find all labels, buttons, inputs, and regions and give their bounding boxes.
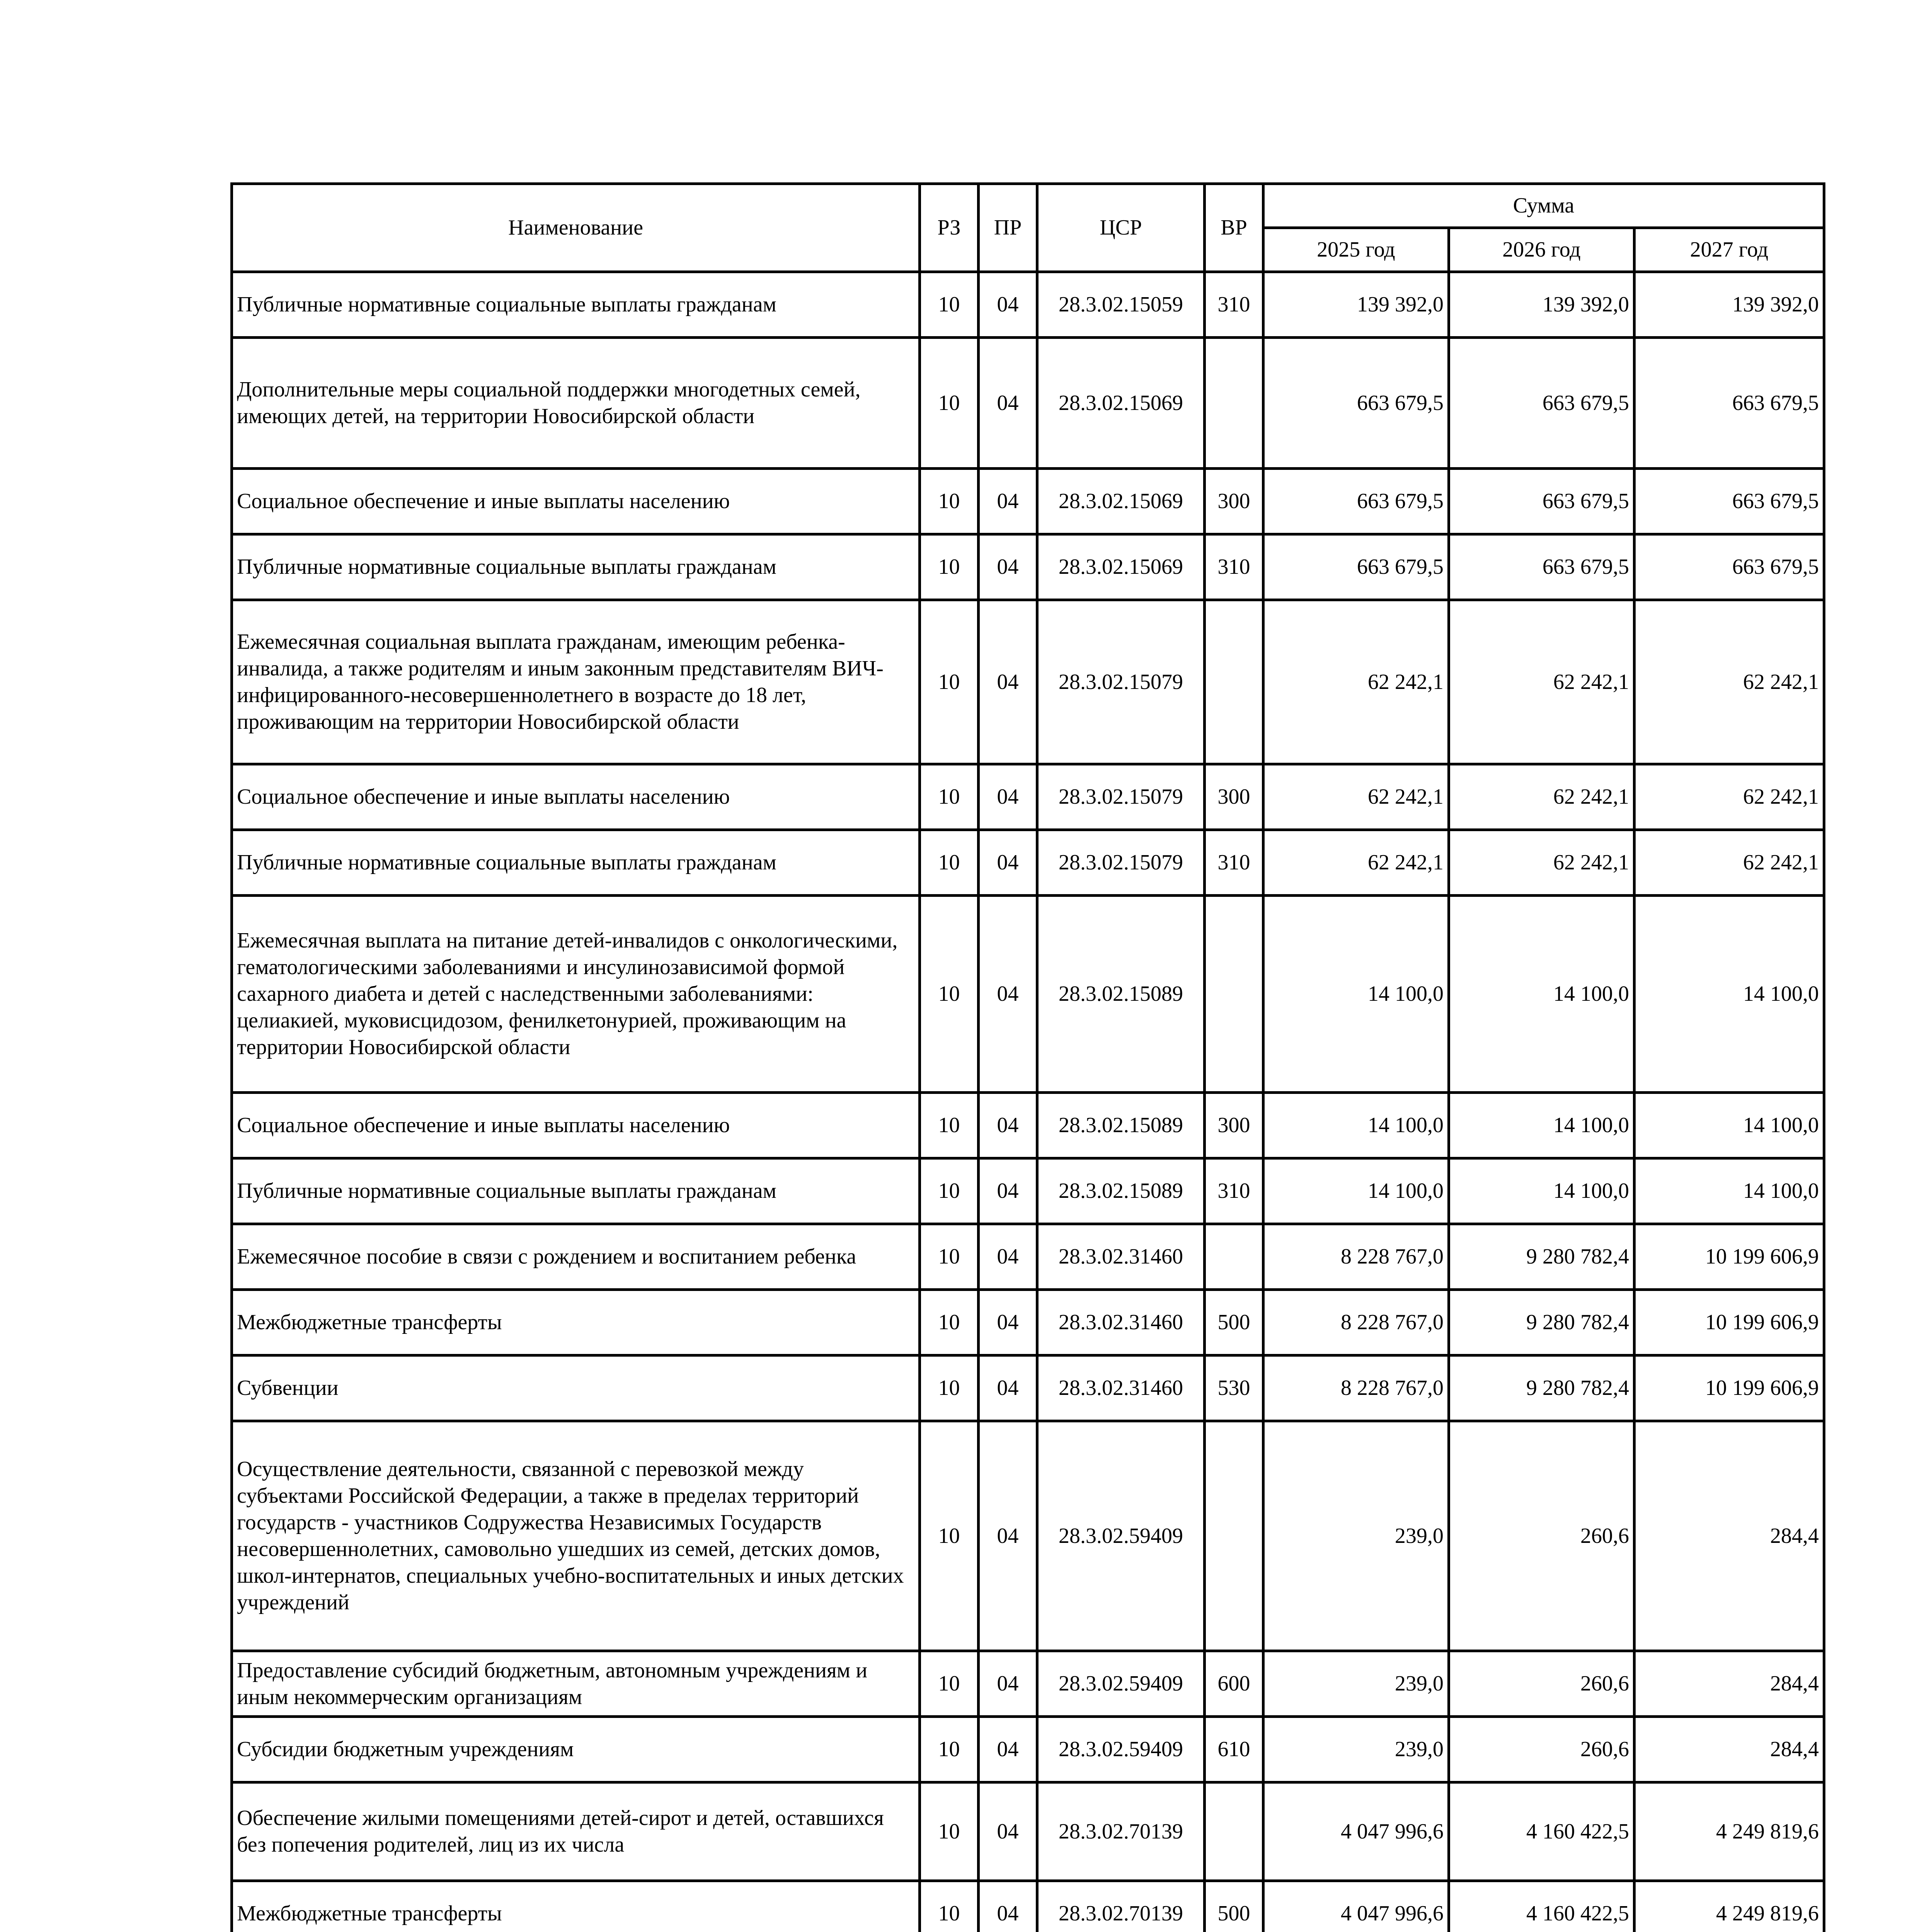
table-row	[232, 1093, 1824, 1158]
table-row	[232, 272, 1824, 338]
cell-rz: 10	[920, 1651, 979, 1717]
cell-sum-2027: 4 249 819,6	[1634, 1782, 1824, 1881]
cell-sum-2025: 239,0	[1263, 1421, 1449, 1651]
cell-pr: 04	[979, 1093, 1037, 1158]
cell-rz: 10	[920, 600, 979, 764]
cell-sum-2027: 62 242,1	[1634, 830, 1824, 896]
cell-vr: 610	[1205, 1717, 1263, 1782]
header-year-2025: 2025 год	[1263, 228, 1449, 272]
cell-csr: 28.3.02.70139	[1037, 1881, 1205, 1932]
cell-sum-2026: 663 679,5	[1449, 534, 1634, 600]
cell-vr: 600	[1205, 1651, 1263, 1717]
cell-csr: 28.3.02.15059	[1037, 272, 1205, 338]
table-row	[232, 830, 1824, 896]
cell-name: Межбюджетные трансферты	[232, 1290, 920, 1355]
header-rz: РЗ	[920, 184, 979, 272]
table-row	[232, 1224, 1824, 1290]
header-name: Наименование	[232, 184, 920, 272]
cell-sum-2025: 239,0	[1263, 1651, 1449, 1717]
table-row	[232, 534, 1824, 600]
cell-rz: 10	[920, 1782, 979, 1881]
cell-name: Социальное обеспечение и иные выплаты населению	[232, 1093, 920, 1158]
cell-sum-2027: 663 679,5	[1634, 469, 1824, 534]
cell-pr: 04	[979, 1290, 1037, 1355]
header-year-2027: 2027 год	[1634, 228, 1824, 272]
cell-rz: 10	[920, 764, 979, 830]
cell-name: Обеспечение жилыми помещениями детей-сирот и детей, оставшихся без попечения родителей, лиц из их числа	[232, 1782, 920, 1881]
cell-csr: 28.3.02.15089	[1037, 1158, 1205, 1224]
table-row	[232, 764, 1824, 830]
cell-pr: 04	[979, 1717, 1037, 1782]
header-sum: Сумма	[1263, 184, 1824, 228]
cell-sum-2026: 62 242,1	[1449, 600, 1634, 764]
cell-pr: 04	[979, 830, 1037, 896]
cell-pr: 04	[979, 1881, 1037, 1932]
cell-pr: 04	[979, 338, 1037, 469]
cell-rz: 10	[920, 1290, 979, 1355]
table-row	[232, 338, 1824, 469]
cell-name: Публичные нормативные социальные выплаты гражданам	[232, 534, 920, 600]
cell-pr: 04	[979, 272, 1037, 338]
cell-sum-2025: 62 242,1	[1263, 830, 1449, 896]
header-csr: ЦСР	[1037, 184, 1205, 272]
cell-rz: 10	[920, 896, 979, 1093]
cell-csr: 28.3.02.70139	[1037, 1782, 1205, 1881]
cell-name: Социальное обеспечение и иные выплаты населению	[232, 764, 920, 830]
cell-csr: 28.3.02.15069	[1037, 534, 1205, 600]
cell-vr: 310	[1205, 272, 1263, 338]
cell-vr: 500	[1205, 1290, 1263, 1355]
cell-csr: 28.3.02.15089	[1037, 1093, 1205, 1158]
cell-sum-2025: 4 047 996,6	[1263, 1782, 1449, 1881]
cell-rz: 10	[920, 1355, 979, 1421]
cell-sum-2025: 14 100,0	[1263, 1158, 1449, 1224]
cell-rz: 10	[920, 1158, 979, 1224]
table-row	[232, 1881, 1824, 1932]
cell-sum-2027: 10 199 606,9	[1634, 1355, 1824, 1421]
cell-sum-2026: 4 160 422,5	[1449, 1782, 1634, 1881]
cell-name: Публичные нормативные социальные выплаты гражданам	[232, 830, 920, 896]
cell-rz: 10	[920, 1717, 979, 1782]
cell-sum-2027: 62 242,1	[1634, 764, 1824, 830]
cell-vr: 300	[1205, 764, 1263, 830]
table-row	[232, 1782, 1824, 1881]
cell-sum-2025: 239,0	[1263, 1717, 1449, 1782]
cell-name: Ежемесячная социальная выплата гражданам, имеющим ребенка-инвалида, а также родителям и иным законным представителям ВИЧ-инфицированного-несовершеннолетнего в возрасте до 18 лет, проживающим на территории Новосибирской области	[232, 600, 920, 764]
cell-sum-2025: 14 100,0	[1263, 1093, 1449, 1158]
cell-vr: 300	[1205, 469, 1263, 534]
cell-vr: 500	[1205, 1881, 1263, 1932]
cell-csr: 28.3.02.15069	[1037, 469, 1205, 534]
cell-rz: 10	[920, 338, 979, 469]
cell-name: Публичные нормативные социальные выплаты гражданам	[232, 1158, 920, 1224]
cell-csr: 28.3.02.31460	[1037, 1224, 1205, 1290]
cell-sum-2027: 14 100,0	[1634, 1158, 1824, 1224]
cell-sum-2027: 284,4	[1634, 1651, 1824, 1717]
cell-rz: 10	[920, 1093, 979, 1158]
cell-sum-2026: 62 242,1	[1449, 830, 1634, 896]
cell-sum-2025: 663 679,5	[1263, 469, 1449, 534]
cell-sum-2026: 14 100,0	[1449, 1093, 1634, 1158]
cell-pr: 04	[979, 1782, 1037, 1881]
cell-sum-2027: 663 679,5	[1634, 338, 1824, 469]
cell-sum-2027: 10 199 606,9	[1634, 1290, 1824, 1355]
cell-sum-2026: 4 160 422,5	[1449, 1881, 1634, 1932]
cell-csr: 28.3.02.15079	[1037, 600, 1205, 764]
cell-sum-2025: 8 228 767,0	[1263, 1290, 1449, 1355]
cell-sum-2027: 663 679,5	[1634, 534, 1824, 600]
cell-pr: 04	[979, 764, 1037, 830]
budget-table	[230, 182, 1825, 1932]
table-row	[232, 469, 1824, 534]
cell-rz: 10	[920, 469, 979, 534]
cell-sum-2025: 4 047 996,6	[1263, 1881, 1449, 1932]
cell-sum-2025: 14 100,0	[1263, 896, 1449, 1093]
cell-sum-2026: 9 280 782,4	[1449, 1355, 1634, 1421]
header-year-2026: 2026 год	[1449, 228, 1634, 272]
cell-sum-2026: 663 679,5	[1449, 469, 1634, 534]
cell-sum-2027: 4 249 819,6	[1634, 1881, 1824, 1932]
cell-pr: 04	[979, 896, 1037, 1093]
cell-pr: 04	[979, 1651, 1037, 1717]
cell-name: Осуществление деятельности, связанной с перевозкой между субъектами Российской Федерации, а также в пределах территорий государств - участников Содружества Независимых Государств несовершеннолетних, самовольно ушедших из семей, детских домов, школ-интернатов, специальных учебно-воспитательных и иных детских учреждений	[232, 1421, 920, 1651]
cell-sum-2027: 62 242,1	[1634, 600, 1824, 764]
table-row	[232, 1290, 1824, 1355]
cell-pr: 04	[979, 469, 1037, 534]
cell-sum-2026: 260,6	[1449, 1717, 1634, 1782]
cell-vr: 310	[1205, 1158, 1263, 1224]
cell-sum-2027: 14 100,0	[1634, 1093, 1824, 1158]
cell-vr	[1205, 1782, 1263, 1881]
cell-sum-2026: 62 242,1	[1449, 764, 1634, 830]
cell-pr: 04	[979, 600, 1037, 764]
cell-sum-2027: 284,4	[1634, 1717, 1824, 1782]
cell-sum-2026: 663 679,5	[1449, 338, 1634, 469]
header-vr: ВР	[1205, 184, 1263, 272]
cell-rz: 10	[920, 830, 979, 896]
cell-sum-2026: 14 100,0	[1449, 896, 1634, 1093]
cell-pr: 04	[979, 1355, 1037, 1421]
cell-csr: 28.3.02.15089	[1037, 896, 1205, 1093]
cell-vr: 310	[1205, 534, 1263, 600]
cell-vr: 300	[1205, 1093, 1263, 1158]
table-header	[232, 184, 1824, 272]
cell-rz: 10	[920, 1421, 979, 1651]
cell-name: Субсидии бюджетным учреждениям	[232, 1717, 920, 1782]
table-row	[232, 600, 1824, 764]
cell-name: Ежемесячная выплата на питание детей-инвалидов с онкологическими, гематологическими заболеваниями и инсулинозависимой формой сахарного диабета и детей с наследственными заболеваниями: целиакией, муковисцидозом, фенилкетонурией, проживающим на территории Новосибирской области	[232, 896, 920, 1093]
cell-csr: 28.3.02.59409	[1037, 1651, 1205, 1717]
cell-sum-2025: 139 392,0	[1263, 272, 1449, 338]
cell-name: Ежемесячное пособие в связи с рождением и воспитанием ребенка	[232, 1224, 920, 1290]
table-row	[232, 1355, 1824, 1421]
cell-csr: 28.3.02.59409	[1037, 1421, 1205, 1651]
cell-vr: 310	[1205, 830, 1263, 896]
cell-name: Межбюджетные трансферты	[232, 1881, 920, 1932]
cell-csr: 28.3.02.15079	[1037, 764, 1205, 830]
cell-sum-2025: 62 242,1	[1263, 600, 1449, 764]
cell-vr	[1205, 896, 1263, 1093]
cell-pr: 04	[979, 1158, 1037, 1224]
cell-sum-2025: 8 228 767,0	[1263, 1355, 1449, 1421]
cell-sum-2026: 14 100,0	[1449, 1158, 1634, 1224]
cell-csr: 28.3.02.59409	[1037, 1717, 1205, 1782]
cell-name: Предоставление субсидий бюджетным, автономным учреждениям и иным некоммерческим организациям	[232, 1651, 920, 1717]
cell-vr	[1205, 1224, 1263, 1290]
table-row	[232, 896, 1824, 1093]
cell-rz: 10	[920, 272, 979, 338]
cell-csr: 28.3.02.31460	[1037, 1355, 1205, 1421]
header-row-top	[232, 184, 1824, 228]
cell-pr: 04	[979, 1224, 1037, 1290]
cell-pr: 04	[979, 534, 1037, 600]
cell-sum-2027: 14 100,0	[1634, 896, 1824, 1093]
cell-name: Публичные нормативные социальные выплаты гражданам	[232, 272, 920, 338]
cell-name: Субвенции	[232, 1355, 920, 1421]
cell-sum-2026: 260,6	[1449, 1421, 1634, 1651]
cell-vr	[1205, 1421, 1263, 1651]
cell-sum-2026: 9 280 782,4	[1449, 1224, 1634, 1290]
table-row	[232, 1717, 1824, 1782]
header-pr: ПР	[979, 184, 1037, 272]
cell-csr: 28.3.02.31460	[1037, 1290, 1205, 1355]
table-row	[232, 1158, 1824, 1224]
cell-sum-2026: 9 280 782,4	[1449, 1290, 1634, 1355]
cell-sum-2026: 139 392,0	[1449, 272, 1634, 338]
cell-sum-2027: 139 392,0	[1634, 272, 1824, 338]
cell-pr: 04	[979, 1421, 1037, 1651]
cell-sum-2025: 62 242,1	[1263, 764, 1449, 830]
cell-vr	[1205, 600, 1263, 764]
table-row	[232, 1421, 1824, 1651]
cell-csr: 28.3.02.15079	[1037, 830, 1205, 896]
cell-sum-2025: 663 679,5	[1263, 534, 1449, 600]
cell-rz: 10	[920, 1224, 979, 1290]
cell-name: Дополнительные меры социальной поддержки многодетных семей, имеющих детей, на территории Новосибирской области	[232, 338, 920, 469]
cell-sum-2025: 663 679,5	[1263, 338, 1449, 469]
cell-rz: 10	[920, 1881, 979, 1932]
table-body	[232, 272, 1824, 1932]
cell-vr: 530	[1205, 1355, 1263, 1421]
cell-vr	[1205, 338, 1263, 469]
table-row	[232, 1651, 1824, 1717]
cell-sum-2027: 284,4	[1634, 1421, 1824, 1651]
cell-csr: 28.3.02.15069	[1037, 338, 1205, 469]
cell-sum-2026: 260,6	[1449, 1651, 1634, 1717]
cell-name: Социальное обеспечение и иные выплаты населению	[232, 469, 920, 534]
cell-sum-2025: 8 228 767,0	[1263, 1224, 1449, 1290]
cell-rz: 10	[920, 534, 979, 600]
cell-sum-2027: 10 199 606,9	[1634, 1224, 1824, 1290]
